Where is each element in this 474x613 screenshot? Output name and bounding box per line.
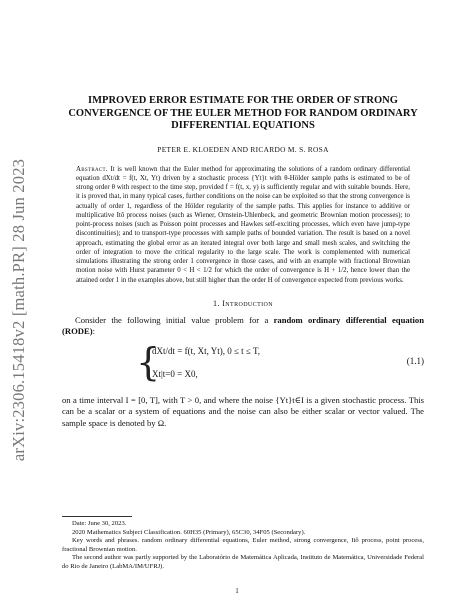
equation-number: (1.1) [406, 356, 424, 367]
paper-page [62, 95, 424, 429]
abstract-text: It is well known that the Euler method for approximating the solutions of a random ordinary differential equation dXt/dt = f(t, Xt, Yt) driven by a stochastic process {Yt}t with θ-Hölder sample paths is estimated to be of strong order θ with respect to the time step, provided f = f(t, x, y) is sufficiently regular and with suitable bounds. Here, it is proved that, in many typical cases, further conditions on the noise can be exploited so that the strong convergence is actually of order 1, regardless of the Hölder regularity of the sample paths. This applies for instance to additive or multiplicative Itô process noises (such as Wiener, Ornstein-Uhlenbeck, and geometric Brownian motion processes); to point-process noises (such as Poisson point processes and Hawkes self-exciting processes, which even have jump-type discontinuities); and to transport-type processes with sample paths of bounded variation. The result is based on a novel approach, estimating the global error as an iterated integral over both large and small mesh scales, and switching the order of integration to move the critical regularity to the large scale. The work is complemented with numerical simulations illustrating the strong order 1 convergence in those cases, and with an example with fractional Brownian motion noise with Hurst parameter 0 < H < 1/2 for which the order of convergence is H + 1/2, hence lower than the attained order 1 in the examples above, but still higher than the order H of convergence expected from previous works. [76, 165, 410, 284]
intro-colon: : [92, 325, 95, 336]
abstract [76, 165, 410, 285]
section-number: 1. [212, 298, 220, 308]
intro-term: random ordinary differential equation (RODE) [62, 314, 424, 336]
footnote-rule [62, 516, 132, 517]
section-title: Introduction [222, 298, 273, 308]
equation-line-2: Xt|t=0 = X0, [152, 369, 198, 380]
paper-title: IMPROVED ERROR ESTIMATE FOR THE ORDER OF STRONG CONVERGENCE OF THE EULER METHOD FOR RANDOM ORDINARY DIFFERENTIAL EQUATIONS [68, 95, 418, 131]
section-heading [62, 299, 424, 308]
equation-1-1 [62, 342, 424, 388]
abstract-label: Abstract. [76, 165, 108, 173]
arxiv-stamp-text: arXiv:2306.15418v2 [math.PR] 28 Jun 2023 [9, 158, 28, 462]
footnote-support: The second author was partly supported by the Laboratório de Matemática Aplicada, Instituto de Matemática, Universidade Federal do Rio de Janeiro (LabMA/IM/UFRJ). [62, 554, 424, 570]
arxiv-stamp [4, 140, 34, 480]
footnote-date: Date: June 30, 2023. [72, 520, 127, 527]
equation-line-1: dXt/dt = f(t, Xt, Yt), 0 ≤ t ≤ T, [152, 346, 261, 357]
intro-paragraph [62, 315, 424, 337]
paper-authors: PETER E. KLOEDEN AND RICARDO M. S. ROSA [157, 144, 329, 154]
intro-lead: Consider the following initial value problem for a [75, 314, 274, 325]
page-number: 1 [235, 587, 239, 595]
footnote-keywords: Key words and phrases. random ordinary differential equations, Euler method, strong convergence, Itô process, point process, fractional Brownian motion. [62, 537, 424, 553]
footnotes [62, 516, 424, 572]
after-equation-paragraph: on a time interval I = [0, T], with T > 0, and where the noise {Yt}t∈I is a given stochastic process. This can be a scalar or a system of equations and the noise can also be either scalar or vector valued. The sample space is denoted by Ω. [62, 395, 424, 428]
footnote-msc: 2020 Mathematics Subject Classification. 60H35 (Primary), 65C30, 34F05 (Secondary). [72, 528, 306, 536]
equation-brace: { [136, 340, 161, 385]
